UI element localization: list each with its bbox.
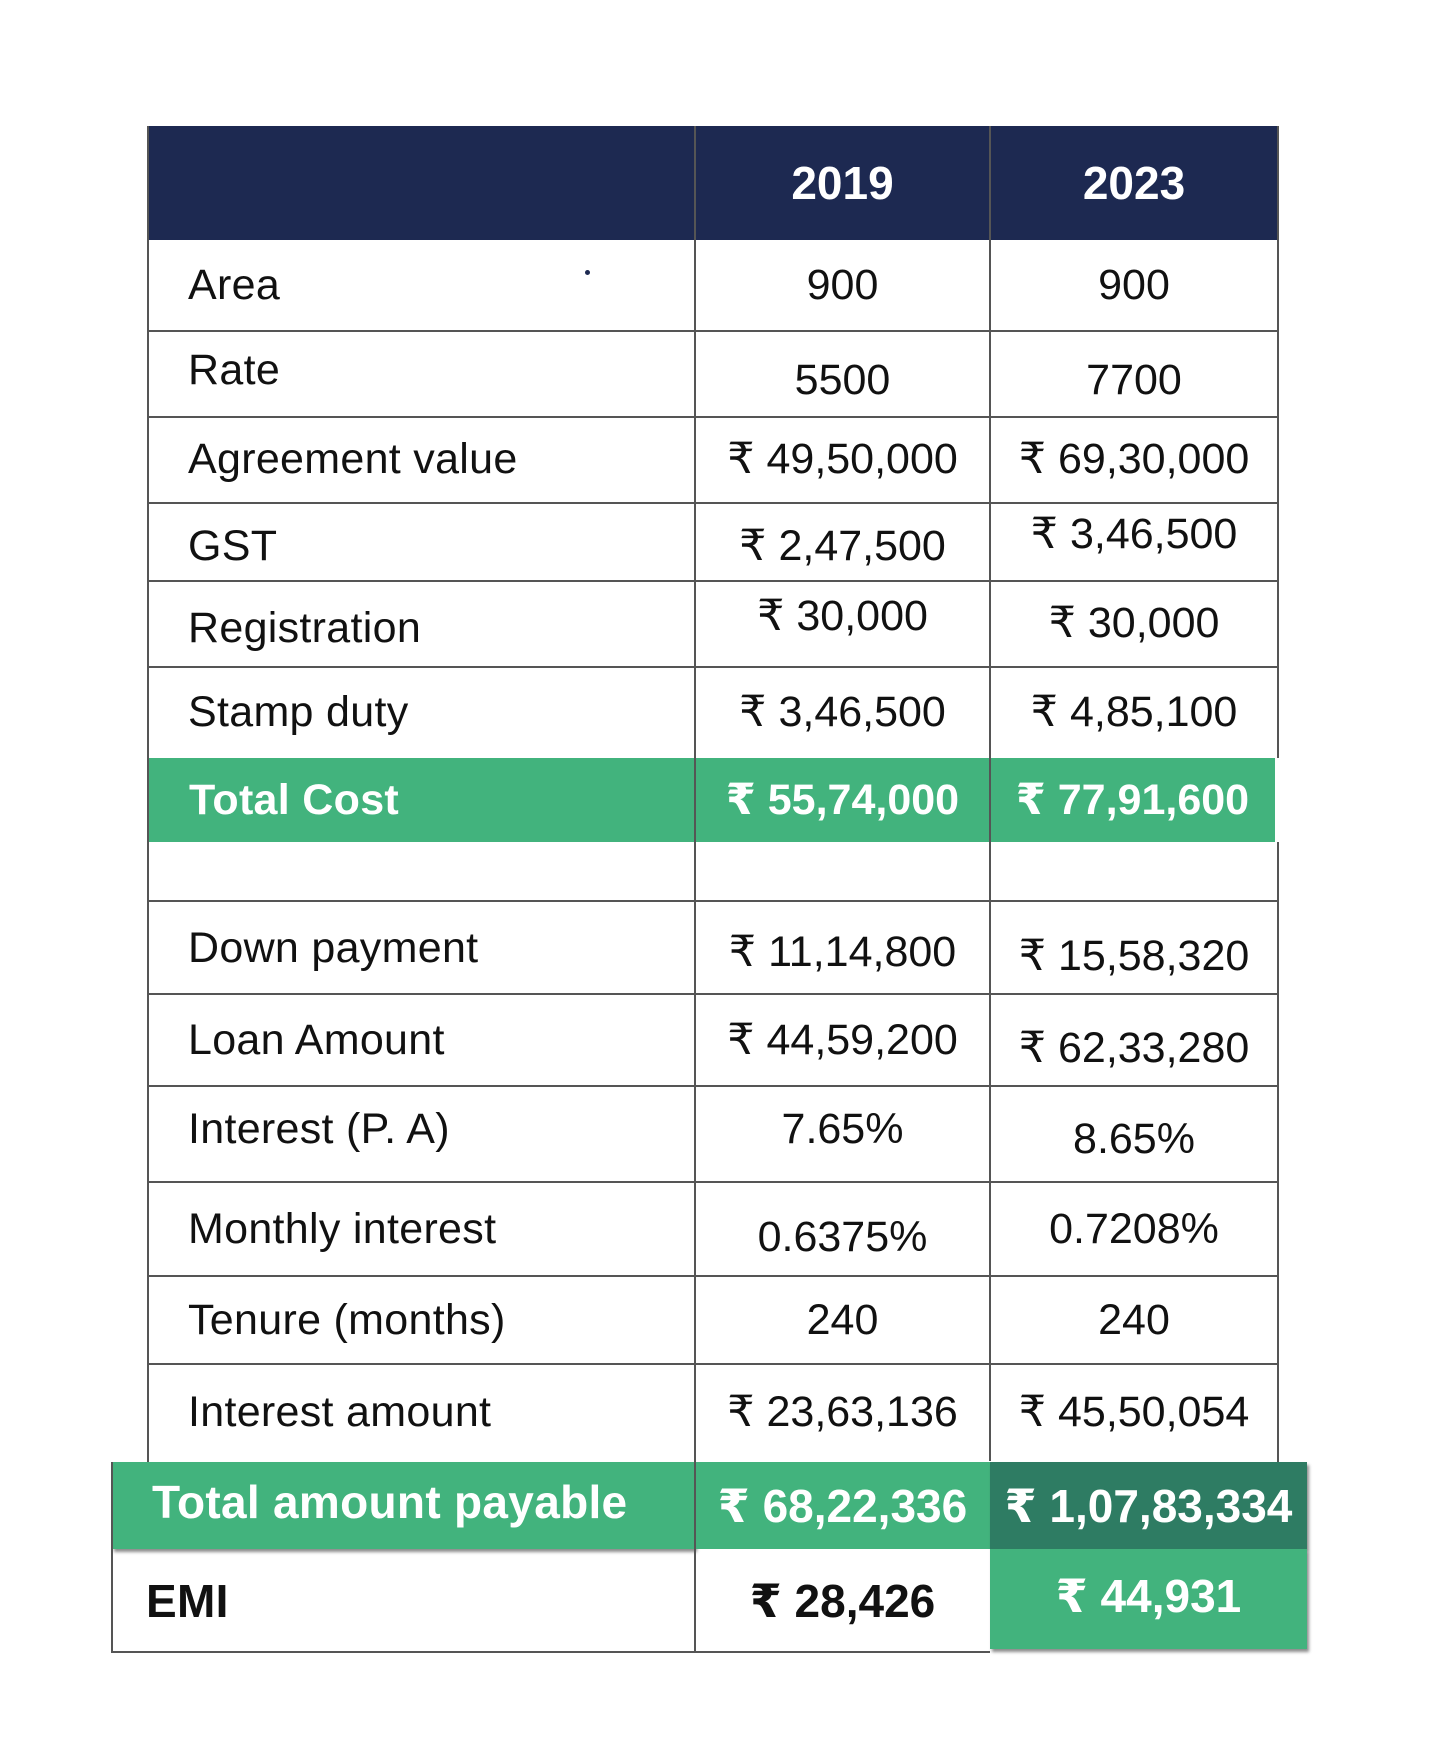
divider bbox=[148, 1275, 1278, 1277]
emi-2019: ₹ 28,426 bbox=[749, 1575, 936, 1627]
row-label-registration: Registration bbox=[188, 603, 422, 652]
row-value-interest-amount-2019: ₹ 23,63,136 bbox=[727, 1388, 958, 1436]
header-2023: 2023 bbox=[990, 126, 1278, 240]
divider bbox=[148, 330, 1278, 332]
row-value-rate-2019: 5500 bbox=[794, 355, 891, 404]
total-payable-label: Total amount payable bbox=[112, 1462, 695, 1549]
divider bbox=[111, 1462, 113, 1653]
row-label-loan-amount: Loan Amount bbox=[188, 1015, 445, 1064]
divider bbox=[148, 900, 1278, 902]
row-value-stamp-duty-2023: ₹ 4,85,100 bbox=[1030, 688, 1238, 736]
row-value-gst-2023: ₹ 3,46,500 bbox=[1030, 510, 1238, 558]
divider bbox=[1277, 842, 1279, 1462]
divider bbox=[147, 126, 149, 1462]
emi-label: EMI bbox=[146, 1575, 229, 1627]
row-value-gst-2019: ₹ 2,47,500 bbox=[739, 522, 946, 570]
divider bbox=[148, 1181, 1278, 1183]
row-value-area-2019: 900 bbox=[806, 260, 879, 309]
divider bbox=[148, 1363, 1278, 1365]
row-value-agreement-value-2023: ₹ 69,30,000 bbox=[1018, 435, 1250, 483]
row-label-agreement-value: Agreement value bbox=[188, 434, 518, 483]
row-value-monthly-interest-2019: 0.6375% bbox=[757, 1212, 928, 1261]
row-value-registration-2023: ₹ 30,000 bbox=[1048, 599, 1220, 647]
row-value-interest-pa-2023: 8.65% bbox=[1073, 1114, 1195, 1163]
row-value-area-2023: 900 bbox=[1098, 260, 1170, 309]
row-label-stamp-duty: Stamp duty bbox=[188, 687, 409, 736]
divider bbox=[989, 126, 991, 1461]
header-blank bbox=[148, 126, 695, 240]
row-label-area: Area bbox=[188, 260, 281, 309]
row-label-gst: GST bbox=[188, 521, 278, 570]
row-label-rate: Rate bbox=[188, 346, 281, 394]
row-value-down-payment-2019: ₹ 11,14,800 bbox=[728, 928, 957, 976]
divider bbox=[1277, 126, 1279, 758]
row-value-interest-pa-2019: 7.65% bbox=[781, 1104, 904, 1153]
row-value-down-payment-2023: ₹ 15,58,320 bbox=[1018, 932, 1250, 980]
row-value-loan-amount-2023: ₹ 62,33,280 bbox=[1018, 1024, 1250, 1072]
total-cost-2023: ₹ 77,91,600 bbox=[990, 758, 1275, 842]
row-label-tenure: Tenure (months) bbox=[188, 1295, 506, 1344]
divider bbox=[694, 126, 696, 1651]
row-value-interest-amount-2023: ₹ 45,50,054 bbox=[1018, 1388, 1250, 1436]
row-label-interest-amount: Interest amount bbox=[188, 1387, 492, 1436]
divider bbox=[112, 1651, 990, 1653]
divider bbox=[148, 1085, 1278, 1087]
total-cost-label: Total Cost bbox=[149, 758, 695, 842]
divider bbox=[148, 580, 1278, 582]
row-value-tenure-2019: 240 bbox=[806, 1295, 879, 1344]
row-label-down-payment: Down payment bbox=[188, 923, 479, 972]
emi-2023: ₹ 44,931 bbox=[990, 1549, 1307, 1649]
row-value-registration-2019: ₹ 30,000 bbox=[757, 592, 928, 640]
row-value-stamp-duty-2019: ₹ 3,46,500 bbox=[739, 688, 946, 736]
total-payable-2019: ₹ 68,22,336 bbox=[695, 1462, 990, 1549]
row-label-interest-pa: Interest (P. A) bbox=[188, 1104, 450, 1153]
total-cost-2019: ₹ 55,74,000 bbox=[695, 758, 990, 842]
divider bbox=[148, 666, 1278, 668]
divider bbox=[148, 416, 1278, 418]
row-value-loan-amount-2019: ₹ 44,59,200 bbox=[727, 1016, 958, 1064]
total-payable-2023: ₹ 1,07,83,334 bbox=[990, 1462, 1307, 1549]
row-label-monthly-interest: Monthly interest bbox=[188, 1204, 497, 1253]
header-2019: 2019 bbox=[695, 126, 990, 240]
row-value-monthly-interest-2023: 0.7208% bbox=[1049, 1204, 1219, 1253]
row-value-tenure-2023: 240 bbox=[1098, 1295, 1170, 1344]
divider bbox=[148, 502, 1278, 504]
row-value-rate-2023: 7700 bbox=[1086, 355, 1182, 404]
divider bbox=[148, 993, 1278, 995]
row-value-agreement-value-2019: ₹ 49,50,000 bbox=[727, 435, 958, 483]
